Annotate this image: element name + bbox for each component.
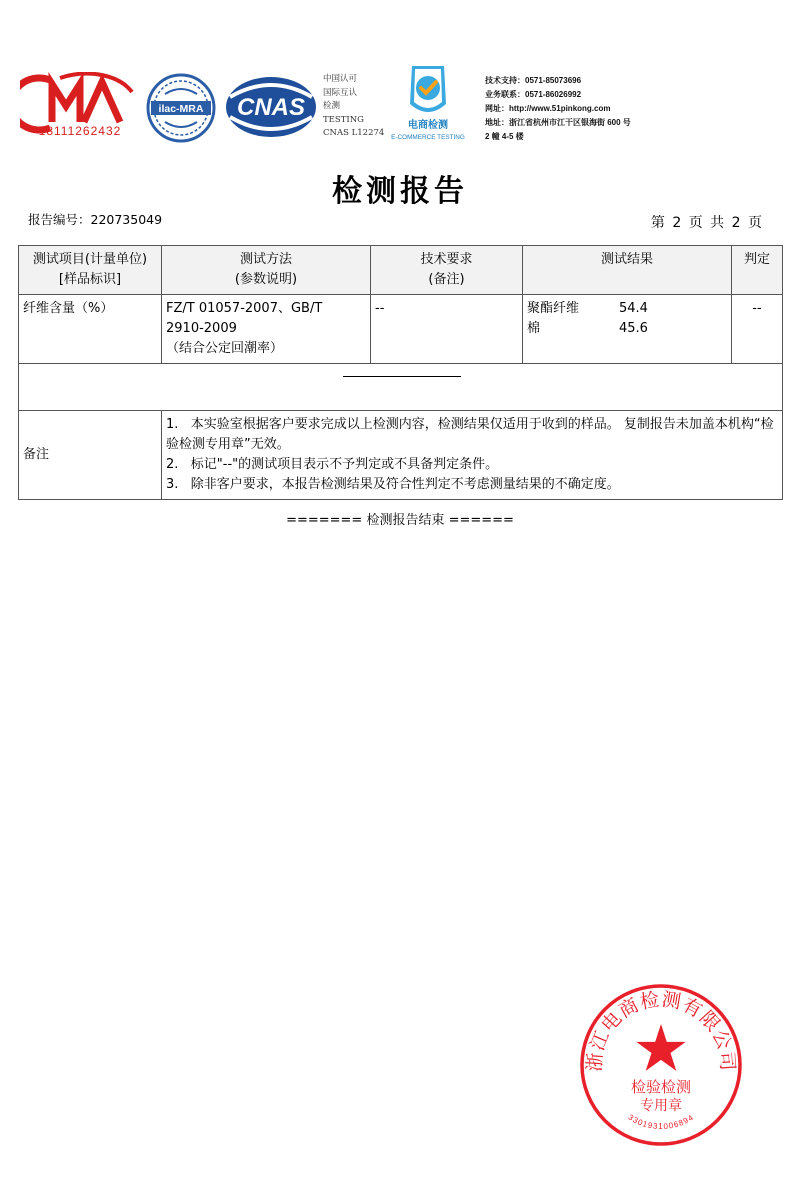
page-info: 第 2 页 共 2 页 <box>650 215 762 231</box>
cnas-text-line: 国际互认 <box>323 87 358 98</box>
cnas-text-line: 中国认可 <box>323 74 358 84</box>
notes-label: 备注 <box>19 411 162 500</box>
ilac-mra-logo <box>145 72 217 144</box>
cnas-logo-text: CNAS <box>236 94 306 121</box>
contact-line: 业务联系：0571-86026992 <box>485 90 582 99</box>
stamp-line1: 检验检测 <box>630 1078 692 1096</box>
header-requirement: 技术要求 (备注) <box>371 246 523 295</box>
ecommerce-logo-cn: 电商检测 <box>408 120 448 131</box>
table-header-row <box>19 246 783 295</box>
note-item: 2. 标记"--"的测试项目表示不予判定或不具备判定条件。 <box>166 457 499 472</box>
result-line: 聚酯纤维 54.4 <box>527 301 648 316</box>
contact-line: 网址：http://www.51pinkong.com <box>485 104 611 113</box>
stamp-line2: 专用章 <box>640 1098 682 1114</box>
cell-judgement: -- <box>732 295 783 364</box>
blank-cell <box>19 364 783 411</box>
cell-result <box>523 295 732 364</box>
header-judgement: 判定 <box>732 246 783 295</box>
cnas-text-line: 检测 <box>323 101 341 111</box>
cell-requirement: -- <box>371 295 523 364</box>
stamp-number: 3301931006894 <box>626 1112 696 1132</box>
ecommerce-logo-en: E-COMMERCE TESTING <box>391 134 465 141</box>
header-test-method: 测试方法 (参数说明) <box>162 246 371 295</box>
notes-content <box>162 411 783 500</box>
report-end-marker: ======= 检测报告结束 ====== <box>286 513 514 528</box>
cell-test-method: FZ/T 01057-2007、GB/T 2910-2009 （结合公定回潮率） <box>162 295 371 364</box>
notes-row <box>19 411 783 500</box>
official-seal-stamp <box>578 982 744 1148</box>
note-item: 3. 除非客户要求，本报告检测结果及符合性判定不考虑测量结果的不确定度。 <box>166 477 620 492</box>
contact-line: 技术支持：0571-85073696 <box>485 76 582 85</box>
blank-row <box>19 364 783 411</box>
svg-text:3301931006894 <box>626 1113 695 1131</box>
contact-line: 2 幢 4-5 楼 <box>485 132 524 141</box>
ecommerce-testing-logo <box>384 60 472 146</box>
header-test-item: 测试项目(计量单位) [样品标识] <box>19 246 162 295</box>
ilac-logo-text: ilac-MRA <box>158 103 204 115</box>
cnas-logo <box>224 75 318 139</box>
report-title: 检测报告 <box>332 174 468 209</box>
cnas-accreditation-text <box>323 73 384 141</box>
cma-number: 18111262432 <box>38 124 122 138</box>
blank-divider <box>343 376 461 377</box>
header-result: 测试结果 <box>523 246 732 295</box>
contact-line: 地址：浙江省杭州市江干区银海街 600 号 <box>485 118 631 127</box>
stamp-org-name: 浙江电商检测有限公司 <box>583 988 739 1073</box>
contact-info <box>485 74 631 144</box>
cnas-text-line: TESTING <box>323 114 364 125</box>
cnas-text-line: CNAS L12274 <box>323 128 385 138</box>
result-line: 棉 45.6 <box>527 321 648 336</box>
note-item: 1. 本实验室根据客户要求完成以上检测内容，检测结果仅适用于收到的样品。 复制报告未加盖本机构“检验检测专用章”无效。 <box>166 417 774 452</box>
cell-test-item: 纤维含量（%） <box>19 295 162 364</box>
report-number: 报告编号：220735049 <box>28 212 163 227</box>
test-results-table <box>18 245 783 500</box>
table-row <box>19 295 783 364</box>
